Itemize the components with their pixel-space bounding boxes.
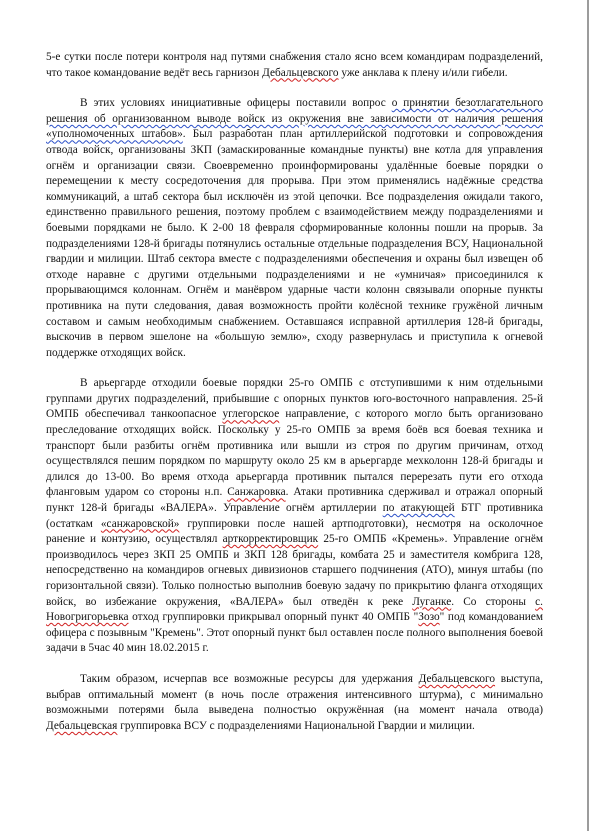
grammar-flag: по атакующей [382,502,455,515]
spellcheck-flag: Дебальцевского [418,672,496,685]
spellcheck-flag: с. Новогригорьевка [46,595,543,624]
spellcheck-flag: углегорское [222,408,280,421]
text-run: группировка ВСУ с подразделениями Национальной Гвардии и милиции. [117,719,475,732]
text-run: " под командованием офицера с позывным "Кремень". Этот опорный пункт был оставлен после полного выполнения боевой задачи в 5час 40 мин 18.02.2015 г. [46,611,543,655]
text-run: В арьергарде отходили боевые порядки 25-го ОМПБ с отступившими к ним отдельными группами других подразделений, прибывшие с опорных пунктов юго-восточного направления. 25-й ОМПБ обеспечивал танкоопасное [46,377,543,421]
text-run: отход группировки прикрывал опорный пункт 40 ОМПБ " [128,611,419,624]
text-run: . Атаки противника сдерживал и отражал опорный пункт 128-й бригады «ВАЛЕРА». Управление огнём артиллерии [46,486,543,515]
spellcheck-flag: Дебальцевская [46,719,118,732]
text-run: БТГ противника (остаткам [46,502,544,530]
text-run: 5-е сутки после потери контроля над путями снабжения стало ясно всем командирам подразделений, что такое командование ведёт весь гарнизон [46,51,543,79]
spellcheck-flag: Дебальцевского [262,66,339,79]
paragraph-2 [46,96,543,361]
paragraph-3 [46,376,543,657]
paragraph-1 [46,50,543,81]
spellcheck-flag: Луганке [412,595,452,608]
text-run: Таким образом, исчерпав все возможные ресурсы для удержания [80,672,419,685]
text-run: . Был разработан план артиллерийской подготовки и сопровождения отвода войск, организованы ЗКП (замаскированные командные пункты) вне котла для управления огнём и организации связи. Своевременно проинформированы удалённые боевые порядки о перемещении к месту сосредоточения для прорыва. При этом применялись надёжные средства коммуникаций, а штаб сектора был исключён из этой цепочки. Все подразделения ожидали такого, единственно правильного решения, поэтому проблем с взаимодействием между подразделениями и боевыми порядками не было. К 2-00 18 февраля сформированные колонны пошли на прорыв. За подразделениями 128-й бригады потянулись остальные отдельные подразделения ВСУ, Национальной гвардии и милиции. Штаб сектора вместе с подразделениями обеспечения и охраны был извещен об отходе наравне с другими отдельными подразделениями и не «умничая» присоединился к прорывающимся колоннам. Огнём и манёвром ударные части колонн связывали опорные пункты противника на пути следования, давая возможность пройти колёсной технике гружёной личным составом и самым необходимым снабжением. Оставшаяся исправной артиллерия 128-й бригады, выскочив в первом эшелоне на «большую землю», сходу развернулась и приступила к огневой поддержке отходящих войск. [46,128,544,359]
spellcheck-flag: Зозо [418,611,440,624]
paragraph-4 [46,672,543,734]
text-run: направление, с которого могло быть организовано преследование отходящих войск. Поскольку у 25-го ОМПБ за время боёв вся боевая техника и транспорт были разбиты огнём противника или вышли из строя по другим причинам, отход осуществлялся пешим порядком по маршруту около 25 км в арьергарде мехколонн 128-й бригады и длился до 13-00. Во время отхода арьергарда противник пытался перерезать пути его отхода фланговым ударом со стороны н.п. [46,408,543,499]
text-run: . Со стороны [451,595,536,608]
text-run: группировки после нашей артподготовки), несмотря на осколочное ранение и контузию, осуществлял [46,517,543,546]
spellcheck-flag: «санжаровской» [100,517,180,530]
text-run: выступа, выбрав оптимальный момент (в ночь после отражения интенсивного штурма), с минимально возможными потерями была выведена полностью окружённая (на момент начала отвода) [46,672,543,717]
text-run: В этих условиях инициативные офицеры поставили вопрос [80,97,392,110]
spellcheck-flag: арткорректировщик [222,533,319,546]
text-run: 25-го ОМПБ «Кремень». Управление огнём производилось через ЗКП 25 ОМПБ и ЗКП 128 бригады, комбата 25 и заместителя комбрига 128, непосредственно на командиров огневых дивизионов старшего подчинения (АТО), минуя штабы (по горизонтальной связи). Только полностью выполнив боевую задачу по прикрытию фланга отходящих войск, во избежание окружения, «ВАЛЕРА» был отведён к реке [46,533,543,608]
text-run: уже анклава к плену и/или гибели. [338,66,508,79]
grammar-flag: о принятии безотлагательного решения об организованном выводе войск из окружения вне зависимости от наличия решения «уполномоченных штабов» [46,97,543,141]
spellcheck-flag: Санжаровка [227,486,286,499]
